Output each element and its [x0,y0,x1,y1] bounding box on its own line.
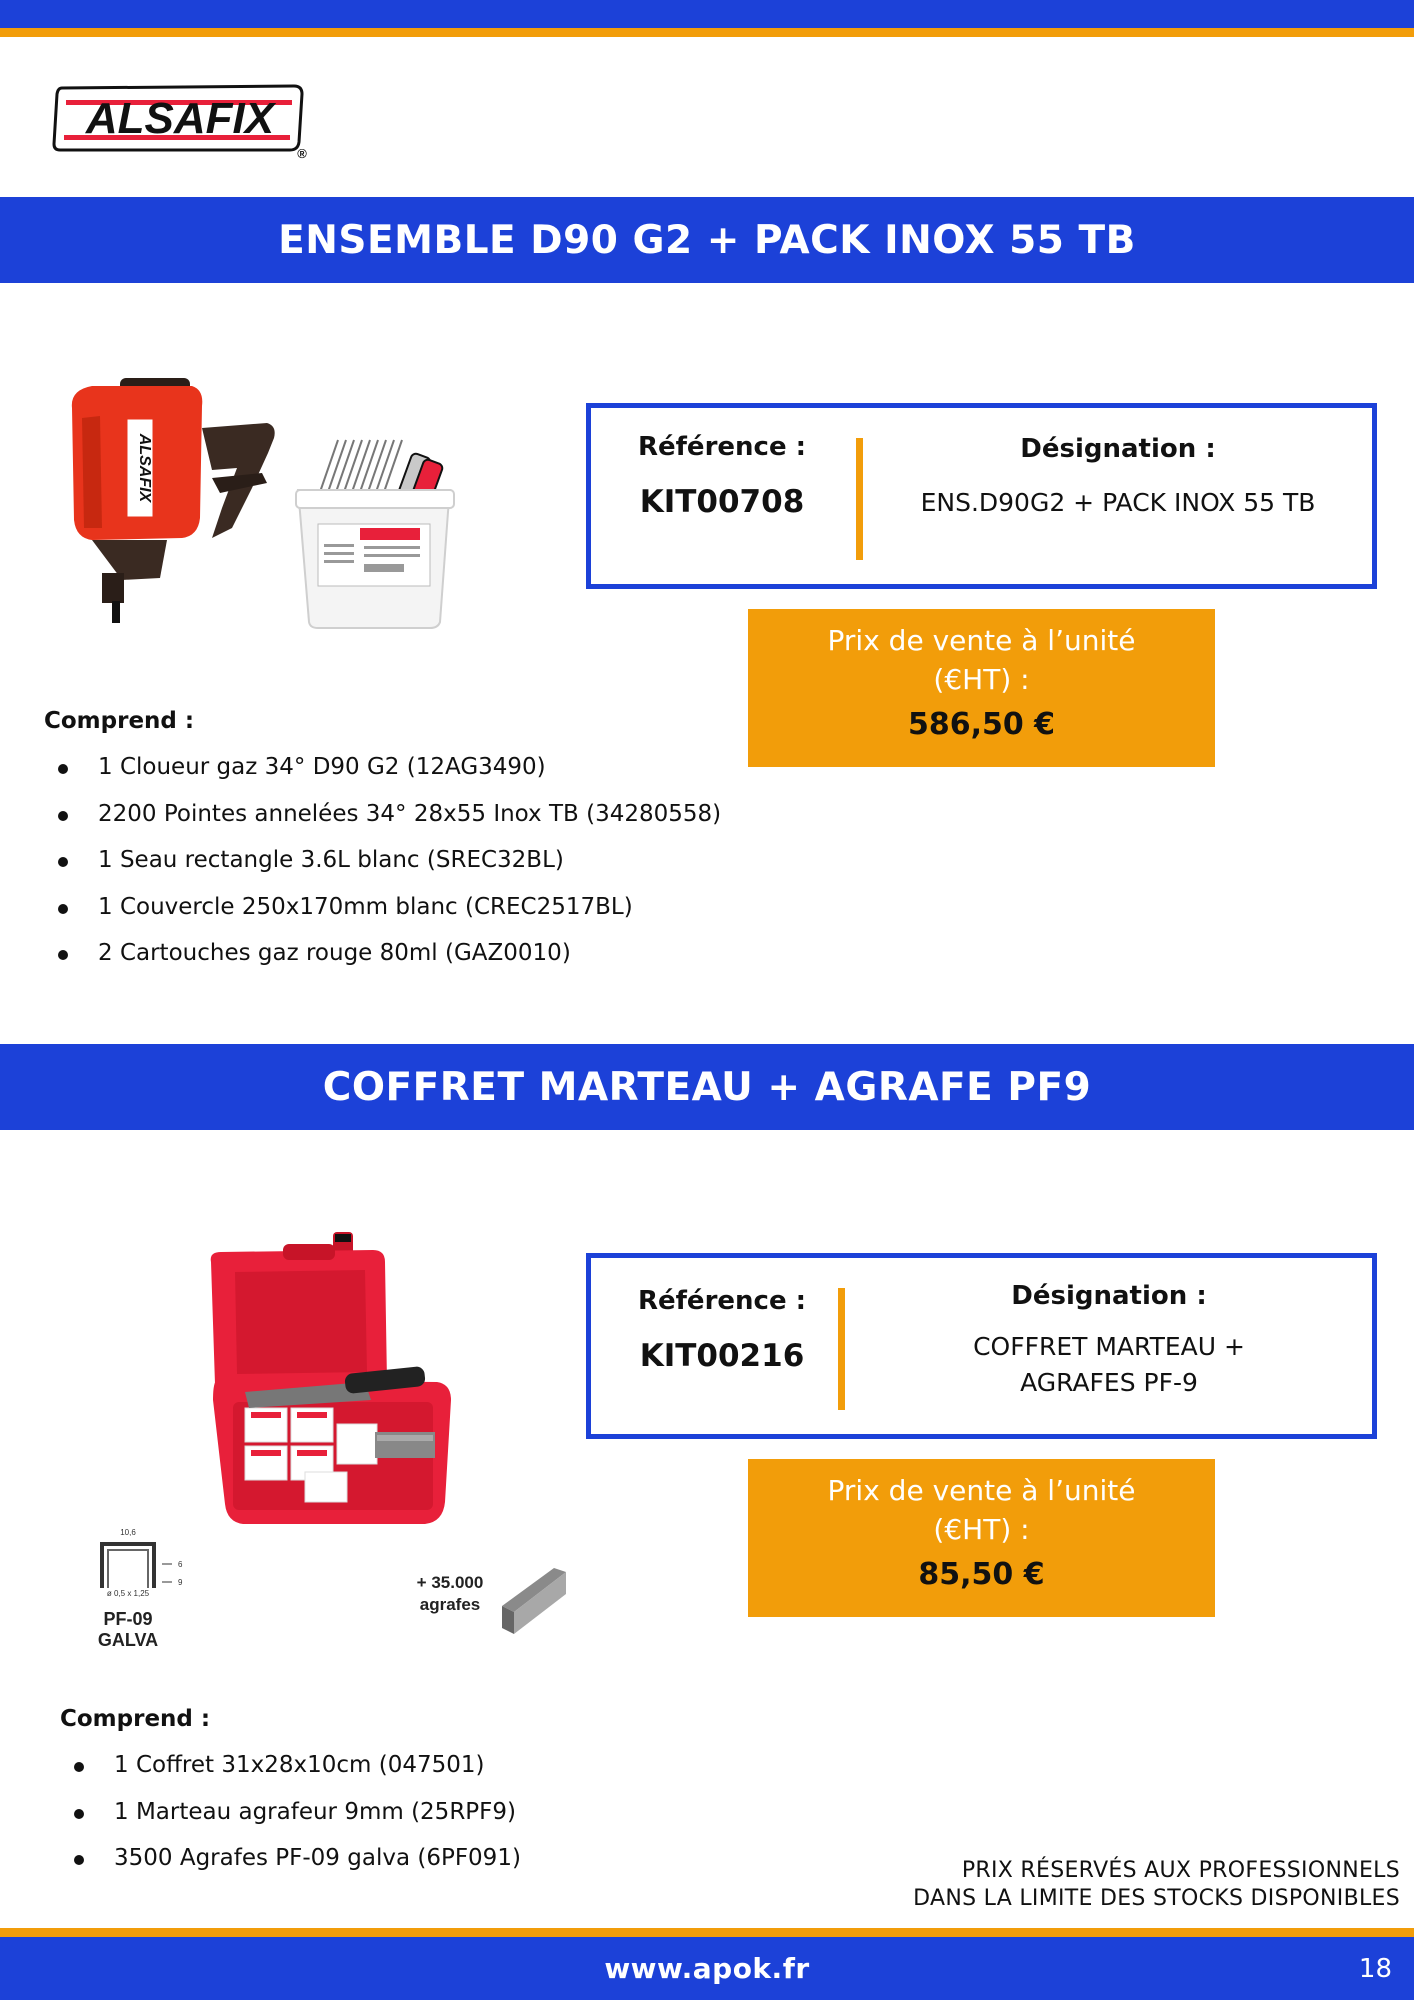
svg-text:9: 9 [178,1578,183,1587]
list-item: 3500 Agrafes PF-09 galva (6PF091) [74,1845,521,1892]
includes-title-1: Comprend : [44,708,195,734]
top-orange-band [0,28,1414,37]
list-item: 2 Cartouches gaz rouge 80ml (GAZ0010) [58,940,721,987]
svg-text:10,6: 10,6 [120,1528,136,1537]
list-item: 1 Cloueur gaz 34° D90 G2 (12AG3490) [58,754,721,801]
footer-orange-band [0,1928,1414,1937]
includes-title-2: Comprend : [60,1706,211,1732]
reference-label: Référence : [637,432,807,462]
designation-label: Désignation : [1020,434,1216,464]
list-item: 1 Coffret 31x28x10cm (047501) [74,1752,521,1799]
designation-line: COFFRET MARTEAU + [973,1332,1245,1361]
svg-text:6: 6 [178,1560,183,1569]
logo-wordmark: ALSAFIX [85,94,275,143]
list-item: 1 Couvercle 250x170mm blanc (CREC2517BL) [58,894,721,941]
reference-value: KIT00216 [639,1338,805,1374]
nails-bucket-image [290,432,460,632]
registered-mark: ® [297,146,307,160]
svg-text:agrafes: agrafes [419,1595,481,1614]
svg-text:ALSAFIX: ALSAFIX [136,433,153,503]
hammer-case-image [205,1232,460,1532]
reference-divider [856,438,863,560]
page-number: 18 [1358,1954,1392,1984]
staples-quantity-badge [404,1560,574,1640]
includes-list-1 [58,754,721,987]
professional-disclaimer [913,1857,1400,1913]
reference-label: Référence : [637,1286,807,1316]
designation-label: Désignation : [1011,1281,1207,1311]
price-label: Prix de vente à l’unité (€HT) : [827,624,1136,696]
svg-text:ø 0,5 x 1,25: ø 0,5 x 1,25 [106,1589,150,1598]
svg-text:PF-09: PF-09 [103,1609,153,1629]
list-item: 1 Seau rectangle 3.6L blanc (SREC32BL) [58,847,721,894]
designation-value [845,1329,1373,1401]
reference-value: KIT00708 [639,484,805,520]
designation-line: AGRAFES PF-9 [1020,1368,1198,1397]
price-value: 85,50 € [918,1557,1045,1592]
gas-nailer-image [62,368,282,628]
list-item: 1 Marteau agrafeur 9mm (25RPF9) [74,1799,521,1846]
price-box-1 [748,609,1215,767]
reference-box-1 [586,403,1377,589]
svg-text:+ 35.000: + 35.000 [416,1573,484,1592]
top-blue-band [0,0,1414,28]
list-item: 2200 Pointes annelées 34° 28x55 Inox TB (34280558) [58,801,721,848]
section-title-2: COFFRET MARTEAU + AGRAFE PF9 [0,1044,1414,1130]
svg-text:GALVA: GALVA [97,1630,159,1650]
alsafix-logo [52,78,312,160]
staple-diagram [84,1526,204,1652]
reference-box-2 [586,1253,1377,1439]
includes-list-2 [74,1752,521,1892]
price-value: 586,50 € [907,707,1056,742]
price-box-2 [748,1459,1215,1617]
disclaimer-line: DANS LA LIMITE DES STOCKS DISPONIBLES [913,1886,1400,1911]
footer-website-link[interactable]: www.apok.fr [604,1952,810,1985]
price-label: Prix de vente à l’unité (€HT) : [827,1474,1136,1546]
section-title-1: ENSEMBLE D90 G2 + PACK INOX 55 TB [0,197,1414,283]
designation-value: ENS.D90G2 + PACK INOX 55 TB [920,488,1316,517]
reference-divider [838,1288,845,1410]
disclaimer-line: PRIX RÉSERVÉS AUX PROFESSIONNELS [961,1858,1400,1883]
